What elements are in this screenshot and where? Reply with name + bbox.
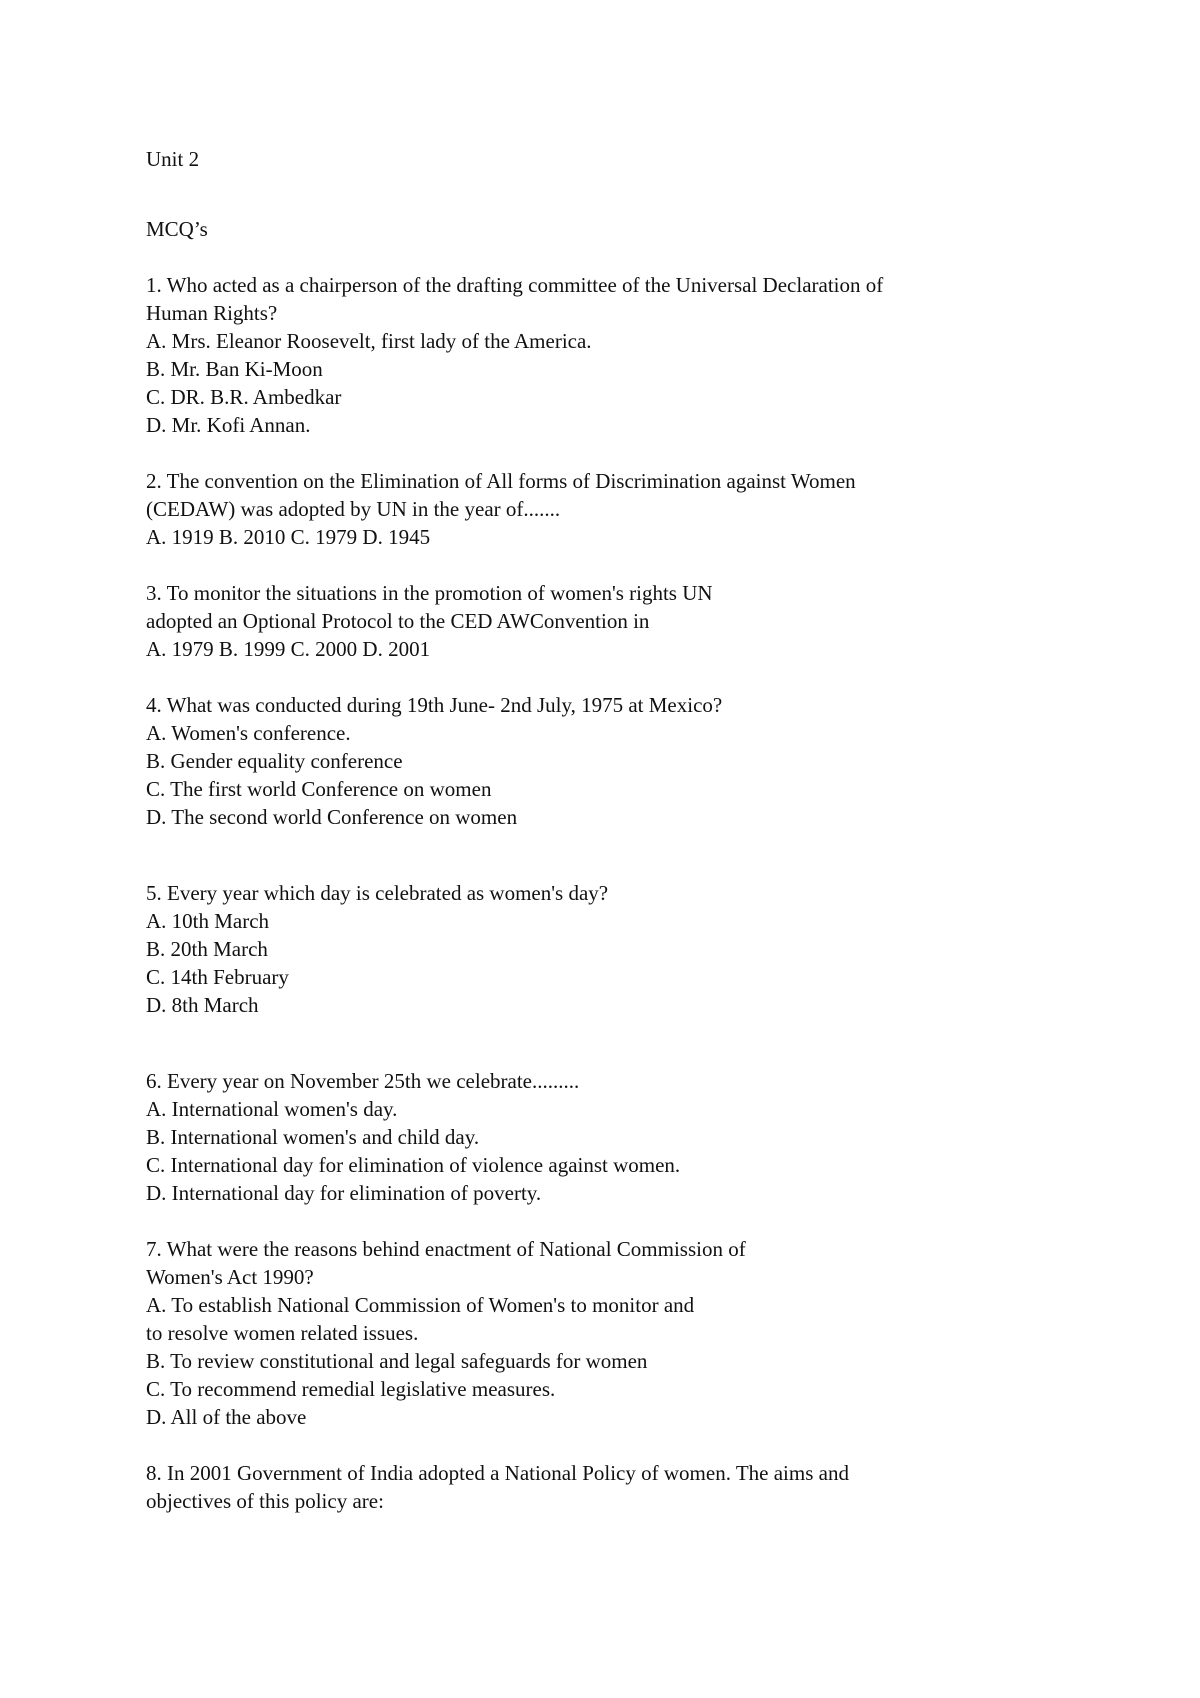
unit-title: Unit 2 bbox=[146, 147, 200, 171]
question-1-option-b: B. Mr. Ban Ki-Moon bbox=[146, 357, 323, 381]
question-6-option-a: A. International women's day. bbox=[146, 1097, 398, 1121]
question-7-line-1: 7. What were the reasons behind enactment of National Commission of bbox=[146, 1237, 746, 1261]
question-3 bbox=[146, 579, 1046, 663]
question-7-option-a-line-1: A. To establish National Commission of Women's to monitor and bbox=[146, 1293, 695, 1317]
question-1-line-2: Human Rights? bbox=[146, 301, 278, 325]
document-content bbox=[146, 145, 1046, 1543]
question-8-line-1: 8. In 2001 Government of India adopted a National Policy of women. The aims and bbox=[146, 1461, 849, 1485]
question-1-option-c: C. DR. B.R. Ambedkar bbox=[146, 385, 342, 409]
question-1 bbox=[146, 271, 1046, 439]
question-7-option-c: C. To recommend remedial legislative measures. bbox=[146, 1377, 556, 1401]
question-6-option-d: D. International day for elimination of poverty. bbox=[146, 1181, 542, 1205]
question-6-line-1: 6. Every year on November 25th we celebrate......... bbox=[146, 1069, 580, 1093]
question-7-option-a-line-2: to resolve women related issues. bbox=[146, 1321, 419, 1345]
question-2-line-1: 2. The convention on the Elimination of All forms of Discrimination against Women bbox=[146, 469, 856, 493]
question-7-option-b: B. To review constitutional and legal safeguards for women bbox=[146, 1349, 648, 1373]
question-4 bbox=[146, 691, 1046, 831]
question-3-line-1: 3. To monitor the situations in the promotion of women's rights UN bbox=[146, 581, 713, 605]
question-4-option-b: B. Gender equality conference bbox=[146, 749, 403, 773]
question-2-line-2: (CEDAW) was adopted by UN in the year of....... bbox=[146, 497, 561, 521]
question-5-option-a: A. 10th March bbox=[146, 909, 270, 933]
question-4-line-1: 4. What was conducted during 19th June- 2nd July, 1975 at Mexico? bbox=[146, 693, 723, 717]
section-title: MCQ’s bbox=[146, 217, 208, 241]
question-8 bbox=[146, 1459, 1046, 1515]
question-4-option-d: D. The second world Conference on women bbox=[146, 805, 518, 829]
question-4-option-a: A. Women's conference. bbox=[146, 721, 351, 745]
question-5-option-d: D. 8th March bbox=[146, 993, 259, 1017]
question-2 bbox=[146, 467, 1046, 551]
question-1-line-1: 1. Who acted as a chairperson of the drafting committee of the Universal Declaration of bbox=[146, 273, 884, 297]
question-1-option-d: D. Mr. Kofi Annan. bbox=[146, 413, 311, 437]
question-3-line-2: adopted an Optional Protocol to the CED AWConvention in bbox=[146, 609, 650, 633]
question-4-option-c: C. The first world Conference on women bbox=[146, 777, 492, 801]
question-2-options: A. 1919 B. 2010 C. 1979 D. 1945 bbox=[146, 525, 431, 549]
question-5-option-b: B. 20th March bbox=[146, 937, 268, 961]
question-8-line-2: objectives of this policy are: bbox=[146, 1489, 384, 1513]
question-1-option-a: A. Mrs. Eleanor Roosevelt, first lady of the America. bbox=[146, 329, 592, 353]
question-7-option-d: D. All of the above bbox=[146, 1405, 307, 1429]
question-7-line-2: Women's Act 1990? bbox=[146, 1265, 314, 1289]
question-6-option-b: B. International women's and child day. bbox=[146, 1125, 480, 1149]
question-7 bbox=[146, 1235, 1046, 1431]
question-5-line-1: 5. Every year which day is celebrated as women's day? bbox=[146, 881, 609, 905]
question-3-options: A. 1979 B. 1999 C. 2000 D. 2001 bbox=[146, 637, 431, 661]
question-6 bbox=[146, 1067, 1046, 1207]
question-6-option-c: C. International day for elimination of violence against women. bbox=[146, 1153, 681, 1177]
question-5 bbox=[146, 879, 1046, 1019]
question-5-option-c: C. 14th February bbox=[146, 965, 289, 989]
